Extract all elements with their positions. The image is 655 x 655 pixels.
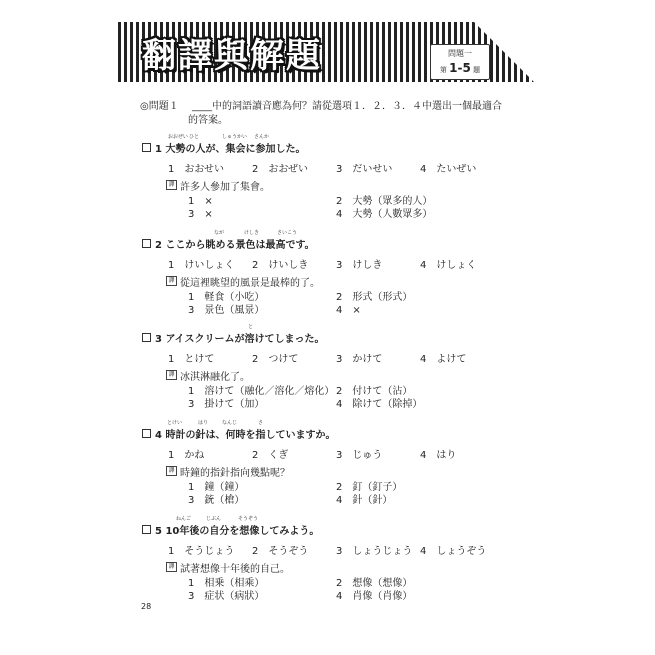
option-1[interactable]: 1 そうじょう xyxy=(168,546,235,557)
translation-text: 許多人參加了集會。 xyxy=(180,182,270,193)
options xyxy=(142,542,522,558)
translation-icon: 譯 xyxy=(166,276,177,286)
option-2[interactable]: 2 くぎ xyxy=(252,450,289,461)
translation xyxy=(142,560,522,574)
section-title: 翻譯與解題 xyxy=(142,36,322,76)
translation-text: 冰淇淋融化了。 xyxy=(180,372,250,383)
checkbox[interactable] xyxy=(142,525,151,534)
option-4[interactable]: 4 たいぜい xyxy=(420,164,477,175)
option-1[interactable]: 1 かね xyxy=(168,450,205,461)
question-number: 3 xyxy=(155,334,162,345)
badge-num: 1-5 xyxy=(449,61,471,75)
explain-4: 4 肖像（肖像） xyxy=(336,591,413,602)
question-stem xyxy=(142,420,522,441)
explain-4: 4 針（針） xyxy=(336,495,393,506)
stem-text: ここから眺める景色は最高です。 xyxy=(165,240,315,251)
explain-1: 1 軽食（小吃） xyxy=(188,292,265,303)
checkbox[interactable] xyxy=(142,143,151,152)
translation xyxy=(142,368,522,382)
translation-text: 從這裡眺望的風景是最棒的了。 xyxy=(180,278,320,289)
explain-2: 2 付けて（沾） xyxy=(336,386,413,397)
option-2[interactable]: 2 けいしき xyxy=(252,260,309,271)
translation xyxy=(142,464,522,478)
furigana: ひと xyxy=(189,134,200,140)
instruction-label: ◎問題１ xyxy=(140,101,179,112)
explain-3: 3 × xyxy=(188,209,213,220)
question-number: 4 xyxy=(155,430,162,441)
question-3 xyxy=(142,324,522,410)
instructions xyxy=(140,100,540,128)
translation-icon: 譯 xyxy=(166,466,177,476)
options xyxy=(142,350,522,366)
furigana: ねんご xyxy=(176,516,192,522)
furigana: しゅうかい xyxy=(222,134,248,140)
option-1[interactable]: 1 けいしょく xyxy=(168,260,235,271)
explain-3: 3 症状（病狀） xyxy=(188,591,265,602)
explain-4: 4 × xyxy=(336,305,361,316)
translation xyxy=(142,274,522,288)
explain-row xyxy=(142,192,522,205)
explain-row xyxy=(142,205,522,218)
furigana: けしき xyxy=(244,230,260,236)
checkbox[interactable] xyxy=(142,429,151,438)
translation-icon: 譯 xyxy=(166,562,177,572)
translation-text: 時鐘的指針指向幾點呢？ xyxy=(180,468,290,479)
explain-2: 2 形式（形式） xyxy=(336,292,413,303)
explain-2: 2 想像（想像） xyxy=(336,578,413,589)
explain-row xyxy=(142,395,522,408)
badge-pre: 第 xyxy=(439,66,447,74)
explain-1: 1 相乗（相乘） xyxy=(188,578,265,589)
translation-icon: 譯 xyxy=(166,180,177,190)
explain-3: 3 景色（風景） xyxy=(188,305,265,316)
option-1[interactable]: 1 おおせい xyxy=(168,164,225,175)
question-number: 5 xyxy=(155,526,162,537)
explain-row xyxy=(142,478,522,491)
option-3[interactable]: 3 けしき xyxy=(336,260,383,271)
explain-1: 1 鐘（鐘） xyxy=(188,482,245,493)
question-range-badge xyxy=(430,44,490,80)
furigana: おおぜい xyxy=(168,134,188,140)
stem-text: 時計の針は、何時を指していますか。 xyxy=(165,430,336,441)
furigana: じぶん xyxy=(206,516,222,522)
question-stem xyxy=(142,134,522,155)
question-1 xyxy=(142,134,522,220)
option-4[interactable]: 4 よけて xyxy=(420,354,467,365)
explain-3: 3 掛けて（加） xyxy=(188,399,265,410)
explain-1: 1 溶けて（融化／溶化／熔化） xyxy=(188,386,335,397)
checkbox[interactable] xyxy=(142,333,151,342)
option-3[interactable]: 3 しょうじょう xyxy=(336,546,413,557)
explain-3: 3 銃（槍） xyxy=(188,495,245,506)
question-number: 1 xyxy=(155,144,162,155)
options xyxy=(142,256,522,272)
option-2[interactable]: 2 おおぜい xyxy=(252,164,309,175)
explain-1: 1 × xyxy=(188,196,213,207)
furigana: なが xyxy=(214,230,225,236)
furigana: なんじ xyxy=(222,420,238,426)
question-2 xyxy=(142,230,522,316)
option-2[interactable]: 2 つけて xyxy=(252,354,299,365)
explain-4: 4 除けて（除掉） xyxy=(336,399,423,410)
furigana: とけい xyxy=(167,420,183,426)
option-3[interactable]: 3 かけて xyxy=(336,354,383,365)
question-5 xyxy=(142,516,522,602)
option-3[interactable]: 3 じゅう xyxy=(336,450,383,461)
options xyxy=(142,446,522,462)
translation xyxy=(142,178,522,192)
stem-text: アイスクリームが溶けてしまった。 xyxy=(165,334,325,345)
badge-range xyxy=(431,61,489,75)
question-4 xyxy=(142,420,522,506)
furigana: そうぞう xyxy=(238,516,259,522)
instruction-line-1: ____中的詞語讀音應為何？請從選項１．２．３．４中選出一個最適合 xyxy=(192,101,502,112)
option-2[interactable]: 2 そうぞう xyxy=(252,546,309,557)
explain-row xyxy=(142,587,522,600)
explain-row xyxy=(142,301,522,314)
furigana: はり xyxy=(198,420,209,426)
furigana: と xyxy=(248,324,254,330)
furigana: さんか xyxy=(254,134,270,140)
options xyxy=(142,160,522,176)
page-number: 28 xyxy=(141,602,152,611)
badge-label: 問題一 xyxy=(448,49,472,58)
translation-text: 試著想像十年後的自己。 xyxy=(180,564,290,575)
checkbox[interactable] xyxy=(142,239,151,248)
explain-2: 2 大勢（眾多的人） xyxy=(336,196,433,207)
stem-text: 10年後の自分を想像してみよう。 xyxy=(165,526,320,537)
stem-text: 大勢の人が、集会に参加した。 xyxy=(165,144,306,155)
explain-2: 2 釘（釘子） xyxy=(336,482,403,493)
question-stem xyxy=(142,324,522,345)
question-stem xyxy=(142,230,522,251)
option-4[interactable]: 4 はり xyxy=(420,450,457,461)
explain-row xyxy=(142,491,522,504)
explain-row xyxy=(142,382,522,395)
question-number: 2 xyxy=(155,240,162,251)
explain-row xyxy=(142,574,522,587)
furigana: さ xyxy=(258,420,264,426)
badge-post: 題 xyxy=(473,66,481,74)
translation-icon: 譯 xyxy=(166,370,177,380)
option-4[interactable]: 4 けしょく xyxy=(420,260,477,271)
furigana: さいこう xyxy=(277,230,298,236)
option-1[interactable]: 1 とけて xyxy=(168,354,215,365)
question-stem xyxy=(142,516,522,537)
explain-row xyxy=(142,288,522,301)
explain-4: 4 大勢（人數眾多） xyxy=(336,209,433,220)
option-4[interactable]: 4 しょうぞう xyxy=(420,546,487,557)
option-3[interactable]: 3 だいせい xyxy=(336,164,393,175)
instruction-line-2: 的答案。 xyxy=(188,115,228,126)
